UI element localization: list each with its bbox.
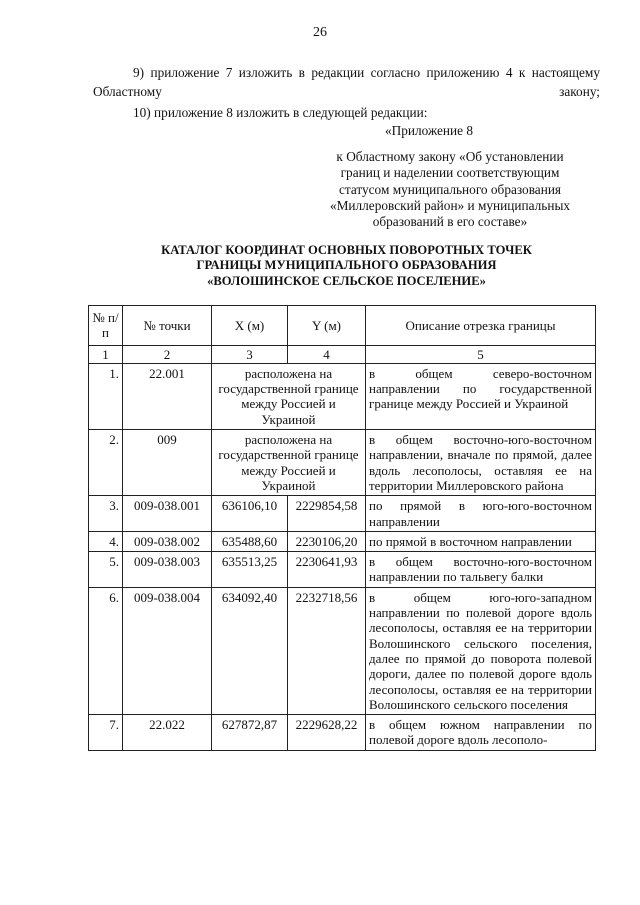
row-x: 634092,40 [212, 587, 288, 714]
row-y: 2230106,20 [288, 531, 366, 551]
header-x: X (м) [212, 306, 288, 346]
row-location: расположена на государственной границе между Россией и Украиной [212, 363, 366, 429]
paragraph-item-10: 10) приложение 8 изложить в следующей редакции: [133, 105, 428, 120]
appendix-heading: «Приложение 8 [385, 123, 473, 138]
row-point: 009-038.004 [123, 587, 212, 714]
row-num: 1. [89, 363, 123, 429]
appendix-note-line: к Областному закону «Об установлении [336, 149, 564, 164]
header-desc: Описание отрезка границы [366, 306, 596, 346]
row-num: 7. [89, 715, 123, 751]
column-number-row [89, 345, 596, 363]
column-number: 3 [212, 345, 288, 363]
row-x: 627872,87 [212, 715, 288, 751]
table-header-row [89, 306, 596, 346]
row-num: 4. [89, 531, 123, 551]
row-desc: в общем юго-юго-западном направлении по полевой дороге вдоль лесополосы, оставляя ее на территории Волошинского сельского поселения, далее по прямой до поворота полевой дороги, далее по полевой дороге вдоль лесополосы, оставляя ее на территории Волошинского сельского поселения [366, 587, 596, 714]
paragraph-item-9: 9) приложение 7 изложить в редакции согласно приложению 4 к настоящему Областному закону; [93, 65, 600, 99]
row-desc: в общем восточно-юго-восточном направлении, вначале по прямой, далее вдоль лесополосы, оставляя ее на территории Миллеровского района [366, 430, 596, 496]
row-point: 009-038.001 [123, 496, 212, 532]
table-row [89, 430, 596, 496]
row-num: 3. [89, 496, 123, 532]
row-x: 635488,60 [212, 531, 288, 551]
column-number: 4 [288, 345, 366, 363]
row-point: 009-038.002 [123, 531, 212, 551]
table-row [89, 363, 596, 429]
row-desc: по прямой в восточном направлении [366, 531, 596, 551]
header-num: № п/п [89, 306, 123, 346]
row-desc: по прямой в юго-юго-восточном направлении [366, 496, 596, 532]
row-y: 2229628,22 [288, 715, 366, 751]
header-point: № точки [123, 306, 212, 346]
appendix-note [300, 149, 600, 230]
header-y: Y (м) [288, 306, 366, 346]
table-row [89, 496, 596, 532]
table-row [89, 531, 596, 551]
table-row [89, 715, 596, 751]
page-number: 26 [313, 25, 327, 40]
coordinates-table [88, 305, 596, 751]
column-number: 1 [89, 345, 123, 363]
row-desc: в общем восточно-юго-восточном направлении по тальвегу балки [366, 552, 596, 588]
row-num: 2. [89, 430, 123, 496]
column-number: 5 [366, 345, 596, 363]
row-x: 635513,25 [212, 552, 288, 588]
column-number: 2 [123, 345, 212, 363]
row-y: 2232718,56 [288, 587, 366, 714]
row-point: 22.022 [123, 715, 212, 751]
row-point: 22.001 [123, 363, 212, 429]
row-desc: в общем южном направлении по полевой дороге вдоль лесополо- [366, 715, 596, 751]
catalog-title-line: ГРАНИЦЫ МУНИЦИПАЛЬНОГО ОБРАЗОВАНИЯ [196, 258, 497, 273]
row-x: 636106,10 [212, 496, 288, 532]
table-row [89, 552, 596, 588]
row-num: 6. [89, 587, 123, 714]
appendix-note-line: образований в его составе» [372, 214, 528, 230]
appendix-note-line: границ и наделении соответствующим [340, 165, 560, 181]
row-num: 5. [89, 552, 123, 588]
row-desc: в общем северо-восточном направлении по государственной границе между Россией и Украиной [366, 363, 596, 429]
table-row [89, 587, 596, 714]
row-y: 2229854,58 [288, 496, 366, 532]
row-location: расположена на государственной границе между Россией и Украиной [212, 430, 366, 496]
row-point: 009-038.003 [123, 552, 212, 588]
catalog-title-line: КАТАЛОГ КООРДИНАТ ОСНОВНЫХ ПОВОРОТНЫХ ТОЧЕК [161, 243, 532, 257]
row-point: 009 [123, 430, 212, 496]
appendix-note-line: статусом муниципального образования [338, 181, 562, 197]
appendix-note-line: «Миллеровский район» и муниципальных [329, 197, 571, 213]
catalog-title-line: «ВОЛОШИНСКОЕ СЕЛЬСКОЕ ПОСЕЛЕНИЕ» [207, 273, 486, 288]
catalog-title [93, 243, 600, 289]
row-y: 2230641,93 [288, 552, 366, 588]
